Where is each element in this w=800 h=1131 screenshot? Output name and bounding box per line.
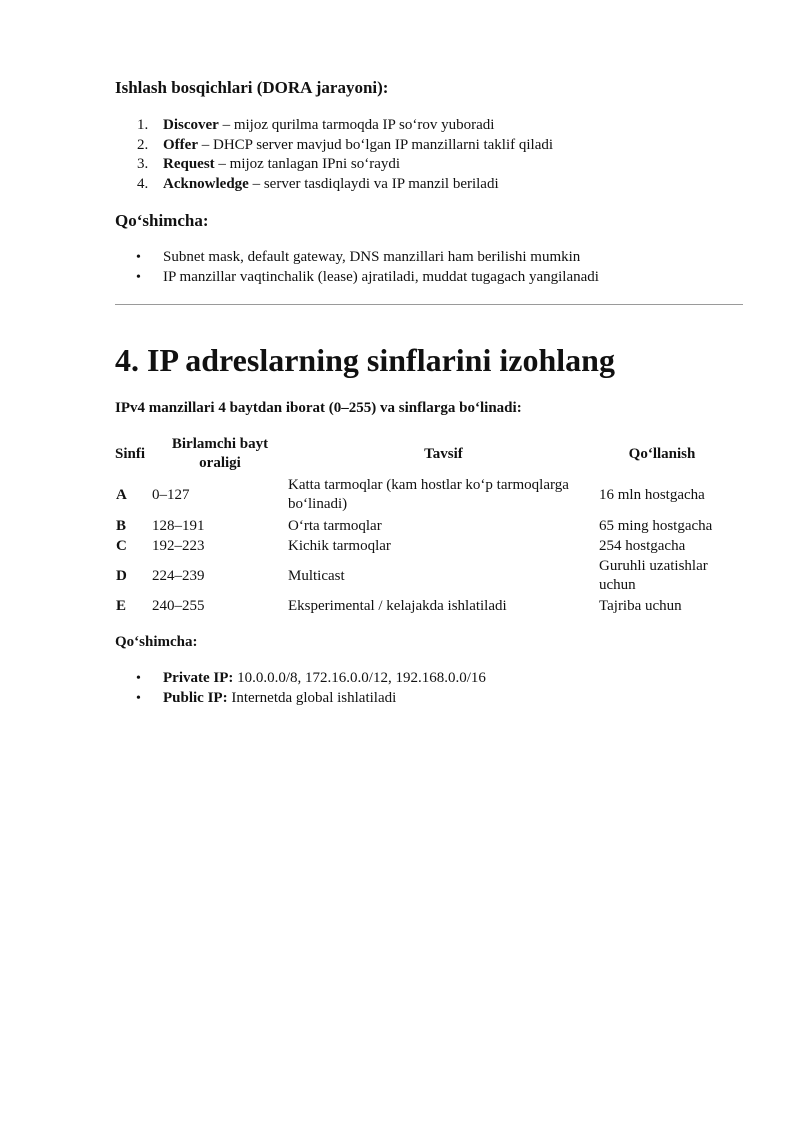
range-cell: 128–191 [152, 517, 205, 534]
usage-cell: Tajriba uchun [599, 597, 682, 614]
table-header-row [115, 434, 725, 474]
description-cell: O‘rta tarmoqlar [288, 517, 382, 534]
description-cell: Eksperimental / kelajakda ishlatiladi [288, 597, 507, 614]
class-cell: B [116, 517, 127, 534]
list-item [115, 248, 599, 268]
step-term: Request [163, 156, 215, 172]
list-number: 4. [137, 175, 149, 192]
table-row [115, 536, 725, 556]
step-term: Offer [163, 136, 198, 153]
list-number: 2. [137, 136, 149, 153]
list-item [115, 669, 486, 689]
step-term: Acknowledge [163, 175, 249, 192]
bullet-text: Internetda global ishlatiladi [227, 689, 397, 706]
list-item [115, 689, 486, 709]
step-text: – DHCP server mavjud bo‘lgan IP manzillarni taklif qiladi [197, 136, 554, 153]
dora-steps-list [115, 116, 553, 194]
step-text: – mijoz qurilma tarmoqda IP so‘rov yuboradi [218, 117, 495, 133]
table-row [115, 474, 725, 516]
dora-heading: Ishlash bosqichlari (DORA jarayoni): [115, 78, 389, 97]
section-title: 4. IP adreslarning sinflarini izohlang [115, 342, 615, 378]
bullet-text: 10.0.0.0/8, 172.16.0.0/12, 192.168.0.0/16 [233, 670, 486, 686]
usage-cell: 16 mln hostgacha [599, 486, 705, 503]
range-cell: 240–255 [152, 597, 205, 614]
bullet-icon: • [136, 690, 141, 706]
usage-cell: 65 ming hostgacha [599, 517, 713, 534]
bullet-term: Public IP: [163, 689, 228, 706]
list-item [115, 116, 553, 136]
ip-classes-table [115, 434, 725, 616]
range-cell: 192–223 [152, 537, 205, 554]
table-row [115, 596, 725, 616]
list-number: 1. [137, 117, 149, 133]
bullet-icon: • [136, 250, 141, 265]
step-term: Discover [163, 117, 219, 133]
extra-heading: Qo‘shimcha: [115, 211, 209, 230]
column-header: Qo‘llanish [628, 445, 696, 462]
list-item [115, 175, 553, 195]
step-text: – server tasdiqlaydi va IP manzil beriladi [248, 175, 499, 192]
class-cell: D [116, 567, 127, 584]
column-header: Birlamchi bayt oraligi [171, 436, 269, 471]
list-item [115, 136, 553, 156]
table-row [115, 516, 725, 536]
bullet-term: Private IP: [163, 670, 234, 686]
step-text: – mijoz tanlagan IPni so‘raydi [214, 156, 401, 172]
bullet-icon: • [136, 269, 141, 285]
description-cell: Kichik tarmoqlar [288, 537, 391, 554]
description-cell: Multicast [288, 567, 345, 584]
horizontal-divider [115, 304, 743, 305]
class-cell: C [116, 537, 127, 554]
range-cell: 0–127 [152, 486, 190, 503]
list-number: 3. [137, 156, 149, 172]
bullet-icon: • [136, 671, 141, 686]
table-row [115, 556, 725, 596]
section-intro: IPv4 manzillari 4 baytdan iborat (0–255) va sinflarga bo‘linadi: [115, 400, 522, 416]
usage-cell: 254 hostgacha [599, 537, 686, 554]
extra-heading-2: Qo‘shimcha: [115, 634, 198, 650]
column-header: Tavsif [424, 445, 463, 462]
range-cell: 224–239 [152, 567, 205, 584]
extra-bullet-list [115, 248, 599, 287]
list-item [115, 155, 553, 175]
bullet-text: Subnet mask, default gateway, DNS manzillari ham berilishi mumkin [163, 249, 581, 265]
usage-cell: Guruhli uzatishlar uchun [599, 558, 708, 593]
column-header: Sinfi [115, 445, 146, 462]
class-cell: A [116, 486, 127, 503]
class-cell: E [116, 597, 127, 614]
bullet-text: IP manzillar vaqtinchalik (lease) ajratiladi, muddat tugagach yangilanadi [163, 268, 599, 285]
ip-types-bullet-list [115, 669, 486, 708]
description-cell: Katta tarmoqlar (kam hostlar ko‘p tarmoqlarga bo‘linadi) [288, 477, 569, 512]
list-item [115, 268, 599, 288]
